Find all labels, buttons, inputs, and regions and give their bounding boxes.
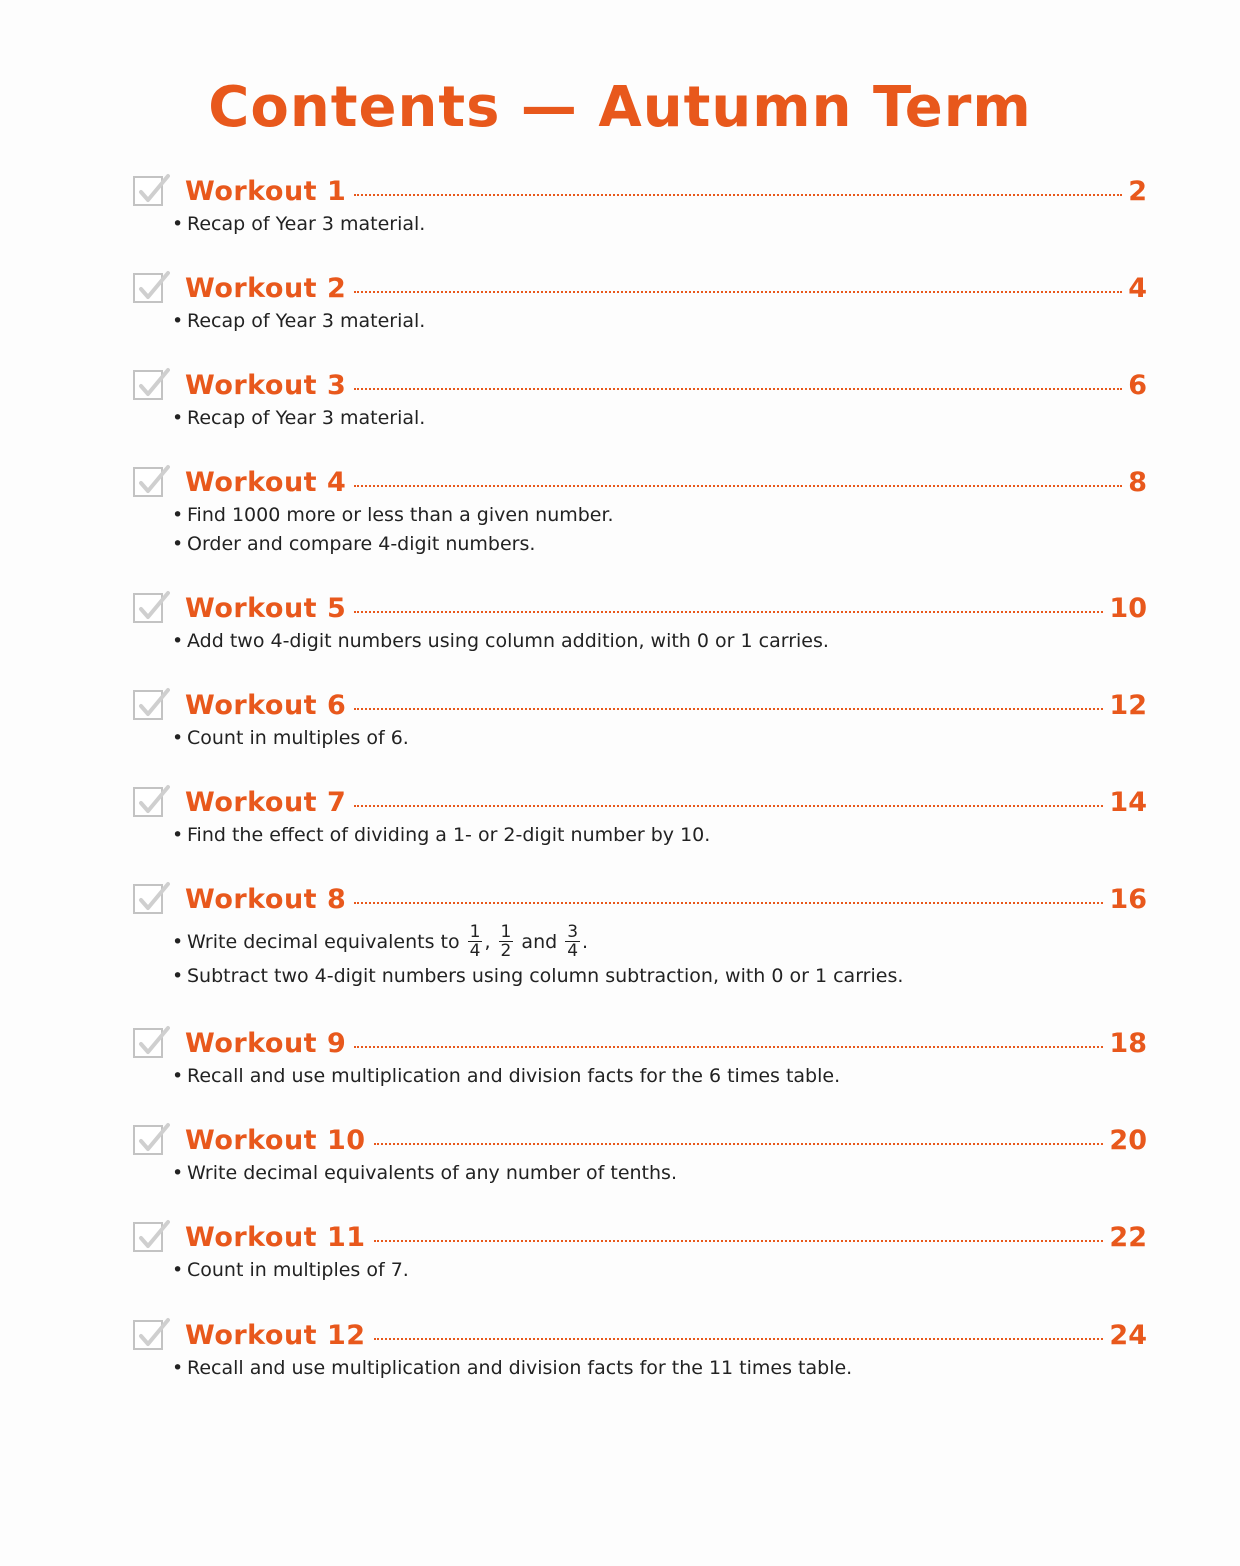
workout-heading[interactable]: [185, 688, 1147, 724]
dot-leader: [374, 1143, 1104, 1145]
bullet-item: [172, 530, 614, 559]
workout-title: Workout 3: [185, 370, 347, 401]
bullet-item: [172, 404, 425, 433]
workout-title: Workout 2: [185, 273, 347, 304]
bullet-list: [172, 307, 425, 336]
bullet-text: Recap of Year 3 material.: [187, 310, 426, 332]
bullet-list: [172, 627, 829, 656]
workout-title: Workout 8: [185, 884, 347, 915]
fraction-joiner: ,: [484, 931, 491, 953]
fraction-denominator: 4: [567, 941, 579, 961]
bullet-text: Count in multiples of 6.: [187, 727, 409, 749]
checkbox-tick-icon[interactable]: [133, 467, 163, 497]
tick-icon: [138, 1024, 170, 1058]
bullet-list: [172, 404, 425, 433]
bullet-dot: •: [172, 1065, 184, 1087]
page-number: 12: [1109, 690, 1147, 721]
bullet-text: Order and compare 4-digit numbers.: [187, 533, 536, 555]
dot-leader: [354, 902, 1103, 904]
checkbox-tick-icon[interactable]: [133, 1125, 163, 1155]
bullet-item: [172, 1256, 409, 1285]
bullet-text: Recall and use multiplication and division facts for the 6 times table.: [187, 1065, 841, 1087]
tick-icon: [138, 269, 170, 303]
bullet-item: [172, 821, 710, 850]
bullet-list: [172, 1062, 840, 1091]
page-number: 24: [1109, 1320, 1147, 1351]
bullet-text: Add two 4-digit numbers using column addition, with 0 or 1 carries.: [187, 630, 829, 652]
tick-icon: [138, 463, 170, 497]
dot-leader: [354, 388, 1122, 390]
fraction-numerator: 1: [469, 922, 481, 942]
bullet-item: [172, 501, 614, 530]
bullet-list: [172, 918, 903, 991]
bullet-item: [172, 627, 829, 656]
page-number: 4: [1128, 273, 1147, 304]
page-number: 6: [1128, 370, 1147, 401]
bullet-text: Recall and use multiplication and division facts for the 11 times table.: [187, 1357, 853, 1379]
dot-leader: [354, 1046, 1103, 1048]
workout-heading[interactable]: [185, 271, 1147, 307]
bullet-dot: •: [172, 407, 184, 429]
bullet-dot: •: [172, 1162, 184, 1184]
bullet-dot: •: [172, 630, 184, 652]
bullet-item: [172, 962, 903, 991]
bullet-list: [172, 210, 425, 239]
workout-heading[interactable]: [185, 591, 1147, 627]
page-number: 16: [1109, 884, 1147, 915]
workout-heading[interactable]: [185, 465, 1147, 501]
workout-heading[interactable]: [185, 1123, 1147, 1159]
page-number: 22: [1109, 1222, 1147, 1253]
workout-title: Workout 7: [185, 787, 347, 818]
tick-icon: [138, 1316, 170, 1350]
workout-title: Workout 9: [185, 1028, 347, 1059]
bullet-list: [172, 501, 614, 559]
fraction-denominator: 2: [500, 941, 512, 961]
bullet-dot: •: [172, 1259, 184, 1281]
bullet-item: [172, 1159, 677, 1188]
bullet-dot: •: [172, 504, 184, 526]
bullet-item: [172, 1062, 840, 1091]
dot-leader: [354, 194, 1122, 196]
workout-heading[interactable]: [185, 174, 1147, 210]
bullet-dot: •: [172, 931, 184, 953]
workout-heading[interactable]: [185, 1026, 1147, 1062]
bullet-dot: •: [172, 213, 184, 235]
workout-title: Workout 11: [185, 1222, 366, 1253]
checkbox-tick-icon[interactable]: [133, 1320, 163, 1350]
workout-heading[interactable]: [185, 368, 1147, 404]
page-number: 14: [1109, 787, 1147, 818]
bullet-text: Subtract two 4-digit numbers using column subtraction, with 0 or 1 carries.: [187, 965, 904, 987]
bullet-item: [172, 724, 409, 753]
dot-leader: [354, 708, 1103, 710]
bullet-item: [172, 1354, 852, 1383]
tick-icon: [138, 686, 170, 720]
tick-icon: [138, 783, 170, 817]
bullet-dot: •: [172, 533, 184, 555]
page-number: 10: [1109, 593, 1147, 624]
bullet-dot: •: [172, 1357, 184, 1379]
workout-title: Workout 5: [185, 593, 347, 624]
page-number: 18: [1109, 1028, 1147, 1059]
dot-leader: [354, 805, 1103, 807]
workout-heading[interactable]: [185, 1220, 1147, 1256]
page-number: 20: [1109, 1125, 1147, 1156]
tick-icon: [138, 1218, 170, 1252]
page-title: Contents — Autumn Term: [208, 75, 1032, 140]
fraction-joiner: .: [582, 931, 589, 953]
workout-title: Workout 1: [185, 176, 347, 207]
checkbox-tick-icon[interactable]: [133, 370, 163, 400]
bullet-text: Write decimal equivalents to: [187, 931, 460, 953]
checkbox-tick-icon[interactable]: [133, 690, 163, 720]
fraction-joiner: and: [521, 931, 558, 953]
bullet-item: [172, 918, 903, 962]
bullet-text: Recap of Year 3 material.: [187, 407, 426, 429]
checkbox-tick-icon[interactable]: [133, 593, 163, 623]
dot-leader: [354, 611, 1103, 613]
workout-heading[interactable]: [185, 785, 1147, 821]
fraction: [499, 923, 514, 960]
fraction-numerator: 3: [567, 922, 579, 942]
bullet-text: Recap of Year 3 material.: [187, 213, 426, 235]
bullet-list: [172, 1159, 677, 1188]
bullet-list: [172, 1256, 409, 1285]
tick-icon: [138, 172, 170, 206]
bullet-text: Write decimal equivalents of any number of tenths.: [187, 1162, 677, 1184]
fraction-numerator: 1: [500, 922, 512, 942]
bullet-text: Find 1000 more or less than a given number.: [187, 504, 614, 526]
page-number: 8: [1128, 467, 1147, 498]
page-number: 2: [1128, 176, 1147, 207]
workout-title: Workout 12: [185, 1320, 366, 1351]
dot-leader: [354, 291, 1122, 293]
dot-leader: [354, 485, 1122, 487]
bullet-dot: •: [172, 965, 184, 987]
fraction-denominator: 4: [469, 941, 481, 961]
checkbox-tick-icon[interactable]: [133, 273, 163, 303]
bullet-dot: •: [172, 727, 184, 749]
tick-icon: [138, 1121, 170, 1155]
dot-leader: [374, 1338, 1104, 1340]
workout-title: Workout 4: [185, 467, 347, 498]
workout-heading[interactable]: [185, 882, 1147, 918]
fraction: [565, 923, 580, 960]
bullet-text: Find the effect of dividing a 1- or 2-digit number by 10.: [187, 824, 711, 846]
checkbox-tick-icon[interactable]: [133, 787, 163, 817]
bullet-list: [172, 724, 409, 753]
checkbox-tick-icon[interactable]: [133, 176, 163, 206]
checkbox-tick-icon[interactable]: [133, 1222, 163, 1252]
bullet-item: [172, 210, 425, 239]
tick-icon: [138, 880, 170, 914]
workout-title: Workout 10: [185, 1125, 366, 1156]
workout-title: Workout 6: [185, 690, 347, 721]
tick-icon: [138, 589, 170, 623]
bullet-text: Count in multiples of 7.: [187, 1259, 409, 1281]
fraction: [468, 923, 483, 960]
checkbox-tick-icon[interactable]: [133, 1028, 163, 1058]
workout-heading[interactable]: [185, 1318, 1147, 1354]
bullet-list: [172, 1354, 852, 1383]
bullet-dot: •: [172, 310, 184, 332]
checkbox-tick-icon[interactable]: [133, 884, 163, 914]
bullet-item: [172, 307, 425, 336]
bullet-list: [172, 821, 710, 850]
bullet-dot: •: [172, 824, 184, 846]
dot-leader: [374, 1240, 1104, 1242]
tick-icon: [138, 366, 170, 400]
